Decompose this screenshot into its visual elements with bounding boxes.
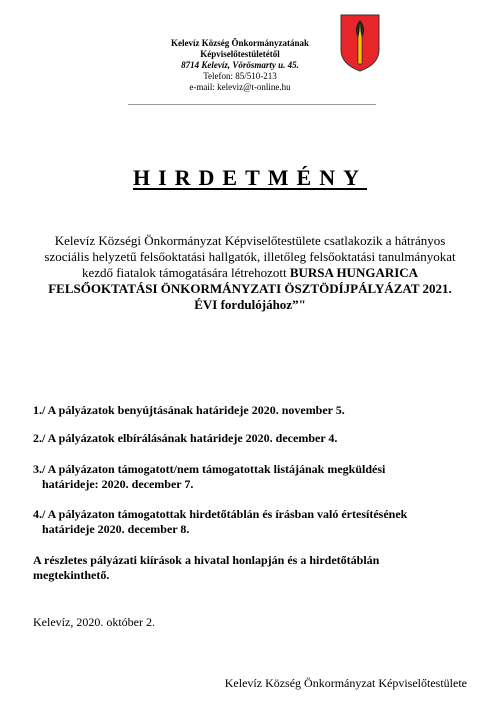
- intro-paragraph: [36, 233, 464, 313]
- signature: Kelevíz Község Önkormányzat Képviselőtestülete: [224, 676, 467, 690]
- page-title: HIRDETMÉNY: [132, 165, 367, 190]
- deadline-item-continuation: határideje: 2020. december 7.: [42, 477, 194, 491]
- intro-text: Kelevíz Községi Önkormányzat Képviselőtestülete csatlakozik a hátrányos szociális helyzetű felsőoktatási hallgatók, illetőleg felsőoktatási tanulmányokat kezdő fiatalok támogatására létrehozott: [44, 233, 456, 280]
- place-and-date: Kelevíz, 2020. október 2.: [33, 615, 155, 629]
- letterhead-address: 8714 Kelevíz, Vörösmarty u. 45.: [181, 60, 299, 70]
- deadline-item-text: 1./ A pályázatok benyújtásának határideje 2020. november 5.: [33, 403, 345, 417]
- deadline-item-text: 4./ A pályázaton támogatottak hirdetőtáblán és írásban való értesítésének: [33, 507, 408, 521]
- deadline-item-3: [33, 462, 473, 492]
- deadline-item-2: [33, 431, 473, 446]
- details-note: A részletes pályázati kiírások a hivatal honlapján és a hirdetőtáblán megtekinthető.: [33, 553, 380, 582]
- deadline-item-4: [33, 507, 473, 537]
- letterhead-divider: [128, 104, 376, 105]
- deadline-item-text: 3./ A pályázaton támogatott/nem támogatottak listájának megküldési: [33, 462, 386, 476]
- deadline-item-continuation: határideje 2020. december 8.: [42, 522, 190, 536]
- deadline-item-text: 2./ A pályázatok elbírálásának határideje 2020. december 4.: [33, 431, 338, 445]
- deadline-item-1: [33, 403, 473, 418]
- letterhead-phone: Telefon: 85/510-213: [203, 71, 277, 81]
- letterhead-line-2: Képviselőtestületétől: [200, 49, 280, 59]
- letterhead: [150, 38, 330, 93]
- letterhead-email: e-mail: keleviz@t-online.hu: [189, 82, 291, 92]
- letterhead-line-1: Kelevíz Község Önkormányzatának: [171, 38, 309, 48]
- coat-of-arms-icon: [340, 14, 380, 72]
- intro-bold-text: BURSA HUNGARICA FELSŐOKTATÁSI ÖNKORMÁNYZATI ÖSZTÖDÍJPÁLYÁZAT 2021. ÉVI fordulójához”": [48, 265, 452, 312]
